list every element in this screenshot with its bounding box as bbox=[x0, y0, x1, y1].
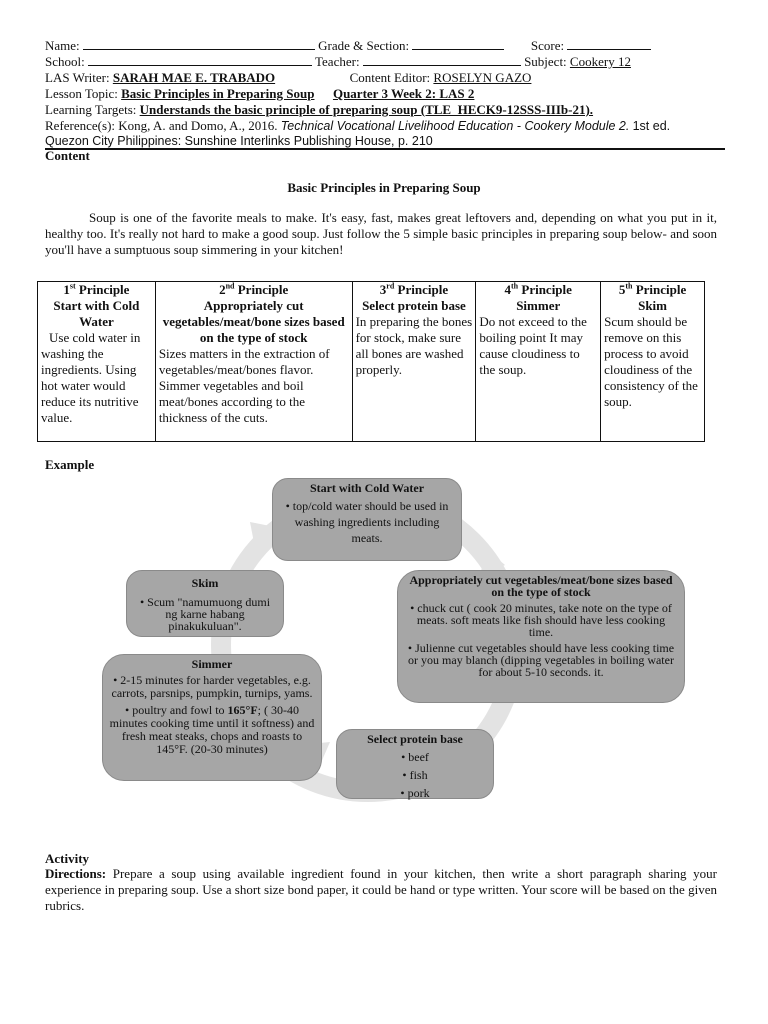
principle-cell-2: 2nd Principle Appropriately cut vegetables/meat/bone sizes based on the type of stock Sizes matters in the extraction of vegetables/meat/bones flavor. Simmer vegetables and boil meat/bones according to the thickness of the cuts. bbox=[155, 282, 352, 442]
ref-edition: 1st ed. bbox=[632, 119, 671, 133]
principle-body: Use cold water in washing the ingredients. Using hot water would reduce its nutritive value. bbox=[41, 330, 141, 425]
principle-cell-1: 1st Principle Start with Cold Water Use cold water in washing the ingredients. Using hot water would reduce its nutritive value. bbox=[38, 282, 156, 442]
writer-value: SARAH MAE E. TRABADO bbox=[112, 70, 276, 85]
doc-title: Basic Principles in Preparing Soup bbox=[287, 180, 481, 195]
score-label: Score: bbox=[530, 38, 565, 53]
quarter-value: Quarter 3 Week 2: LAS 2 bbox=[332, 86, 475, 101]
ref-line2: Quezon City Philippines: Sunshine Interlinks Publishing House, p. 210 bbox=[45, 134, 433, 148]
principle-body: Sizes matters in the extraction of vegetables/meat/bones flavor. Simmer vegetables and boil meat/bones according to the thickness of the cuts. bbox=[158, 346, 330, 425]
principle-body: Do not exceed to the boiling point It may cause cloudiness to the soup. bbox=[479, 314, 587, 377]
principle-title: Select protein base bbox=[362, 298, 466, 313]
node-bullet: • chuck cut ( cook 20 minutes, take note on the type of meats. soft meats like fish should have less cooking time. bbox=[410, 601, 672, 639]
node-title: Select protein base bbox=[367, 732, 463, 746]
ref-text: Kong, A. and Domo, A., 2016. bbox=[118, 118, 278, 133]
editor-value: ROSELYN GAZO bbox=[433, 70, 532, 85]
topic-value: Basic Principles in Preparing Soup bbox=[121, 86, 315, 101]
content-label: Content bbox=[45, 148, 90, 163]
activity-label: Activity bbox=[45, 851, 90, 866]
principle-title: Appropriately cut vegetables/meat/bone sizes based on the type of stock bbox=[162, 298, 345, 345]
node-item: • fish bbox=[402, 768, 428, 782]
subject-label: Subject: bbox=[524, 54, 567, 69]
ref-title: Technical Vocational Livelihood Education - Cookery Module 2. bbox=[280, 119, 630, 133]
principle-cell-5: 5th Principle Skim Scum should be remove on this process to avoid cloudiness of the consistency of the soup. bbox=[601, 282, 705, 442]
cycle-node-cold-water bbox=[272, 478, 462, 561]
writer-label: LAS Writer: bbox=[45, 70, 110, 85]
principle-body: In preparing the bones for stock, make sure all bones are washed properly. bbox=[355, 314, 473, 377]
directions-label: Directions: bbox=[45, 866, 107, 881]
directions-paragraph bbox=[45, 866, 717, 914]
node-item: • beef bbox=[401, 750, 429, 764]
name-label: Name: bbox=[45, 38, 80, 53]
principle-body: Scum should be remove on this process to avoid cloudiness of the consistency of the soup. bbox=[604, 314, 698, 409]
teacher-label: Teacher: bbox=[315, 54, 360, 69]
intro-paragraph: Soup is one of the favorite meals to make. It's easy, fast, makes great leftovers and, depending on what you put in it, healthy too. It's really not hard to make a good soup. Just follow the 5 simple basic principles in preparing soup below- and soon you'll have a sumptuous soup simmering in your kitchen! bbox=[45, 210, 717, 257]
editor-label: Content Editor: bbox=[349, 70, 431, 85]
principle-title: Start with Cold Water bbox=[53, 298, 140, 329]
cycle-node-simmer bbox=[102, 654, 322, 781]
node-title: Start with Cold Water bbox=[309, 481, 425, 495]
node-title: Appropriately cut vegetables/meat/bone sizes based on the type of stock bbox=[409, 573, 673, 599]
principle-title: Simmer bbox=[516, 298, 561, 313]
targets-value: Understands the basic principle of preparing soup (TLE_HECK9-12SSS-IIIb-21). bbox=[139, 102, 594, 117]
principle-title: Skim bbox=[638, 298, 667, 313]
school-label: School: bbox=[45, 54, 85, 69]
node-item: • pork bbox=[400, 786, 430, 800]
principle-cell-3: 3rd Principle Select protein base In preparing the bones for stock, make sure all bones are washed properly. bbox=[352, 282, 476, 442]
node-bullet-2: • poultry and fowl to 165°F; ( 30-40 minutes cooking time until it softness) and fresh meat steaks, chops and roasts to 145°F. (20-30 minutes) bbox=[109, 703, 315, 756]
example-label: Example bbox=[45, 457, 95, 472]
node-body: • Scum "namumuong dumi ng karne habang pinakukuluan". bbox=[139, 595, 271, 633]
node-title: Skim bbox=[191, 576, 219, 590]
cycle-node-skim bbox=[126, 570, 284, 637]
node-title: Simmer bbox=[191, 657, 233, 671]
topic-label: Lesson Topic: bbox=[45, 86, 118, 101]
node-bullet: • Julienne cut vegetables should have less cooking time or you may blanch (dipping vegetables in boiling water for about 5-10 seconds. it. bbox=[407, 641, 675, 679]
subject-value: Cookery 12 bbox=[569, 54, 631, 69]
grade-label: Grade & Section: bbox=[318, 38, 410, 53]
directions-text: Prepare a soup using available ingredient found in your kitchen, then write a short paragraph sharing your experience in preparing soup. Use a short size bond paper, it could be hand or type written. Your score will be based on the given rubrics. bbox=[45, 866, 717, 913]
node-body: • top/cold water should be used in washing ingredients including meats. bbox=[285, 499, 449, 545]
principle-cell-4: 4th Principle Simmer Do not exceed to the boiling point It may cause cloudiness to the soup. bbox=[476, 282, 601, 442]
ref-label: Reference(s): bbox=[45, 118, 116, 133]
cycle-node-protein bbox=[336, 729, 494, 799]
cycle-node-cut bbox=[397, 570, 685, 703]
targets-label: Learning Targets: bbox=[45, 102, 137, 117]
node-bullet: • 2-15 minutes for harder vegetables, e.g. carrots, parsnips, pumpkin, turnips, yams. bbox=[111, 673, 313, 700]
